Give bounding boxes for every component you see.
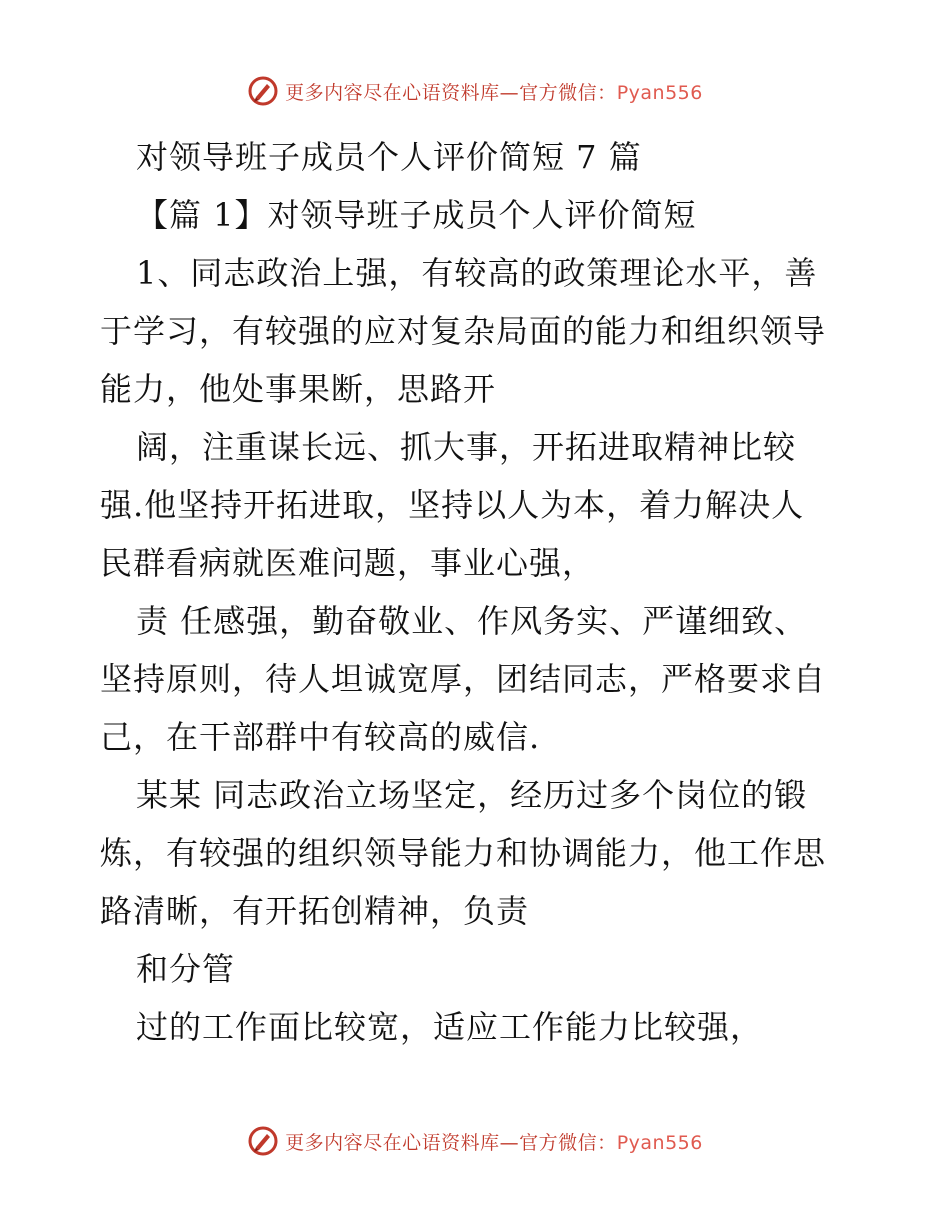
header-separator: — <box>499 81 520 104</box>
paragraph-line: 过的工作面比较宽，适应工作能力比较强， <box>136 1008 764 1046</box>
paragraph-line: 炼，有较强的组织领导能力和协调能力，他工作思 <box>100 834 827 872</box>
footer-separator: — <box>499 1131 520 1154</box>
paragraph-line: 于学习，有较强的应对复杂局面的能力和组织领导 <box>100 312 827 350</box>
pen-logo-icon <box>247 75 279 107</box>
header-wechat-id: Pyan556 <box>616 81 703 104</box>
document-title: 对领导班子成员个人评价简短 7 篇 <box>136 138 642 176</box>
header-banner <box>0 74 950 108</box>
pen-logo-icon <box>247 1125 279 1157</box>
header-brand-text: 更多内容尽在心语资料库 <box>285 81 500 104</box>
paragraph-line: 责 任感强，勤奋敬业、作风务实、严谨细致、 <box>136 602 808 640</box>
paragraph-line: 阔，注重谋长远、抓大事，开拓进取精神比较 <box>136 428 797 466</box>
paragraph-line: 和分管 <box>136 950 236 988</box>
footer-wechat-label: 官方微信： <box>519 1131 617 1154</box>
paragraph-line: 坚持原则，待人坦诚宽厚，团结同志，严格要求自 <box>100 660 827 698</box>
paragraph-line: 1、同志政治上强，有较高的政策理论水平，善 <box>136 254 818 292</box>
footer-brand-text: 更多内容尽在心语资料库 <box>285 1131 500 1154</box>
paragraph-line: 强.他坚持开拓进取，坚持以人为本，着力解决人 <box>100 486 805 524</box>
header-banner-text <box>285 78 703 105</box>
paragraph-line: 民群看病就医难问题，事业心强， <box>100 544 596 582</box>
footer-banner-text <box>285 1128 703 1155</box>
paragraph-line: 能力，他处事果断，思路开 <box>100 370 497 408</box>
paragraph-line: 己，在干部群中有较高的威信. <box>100 718 541 756</box>
document-body <box>100 128 860 1056</box>
paragraph-line: 某某 同志政治立场坚定，经历过多个岗位的锻 <box>136 776 808 814</box>
section-heading: 【篇 1】对领导班子成员个人评价简短 <box>136 196 697 234</box>
footer-wechat-id: Pyan556 <box>616 1131 703 1154</box>
footer-banner <box>0 1124 950 1158</box>
header-wechat-label: 官方微信： <box>519 81 617 104</box>
paragraph-line: 路清晰，有开拓创精神，负责 <box>100 892 530 930</box>
